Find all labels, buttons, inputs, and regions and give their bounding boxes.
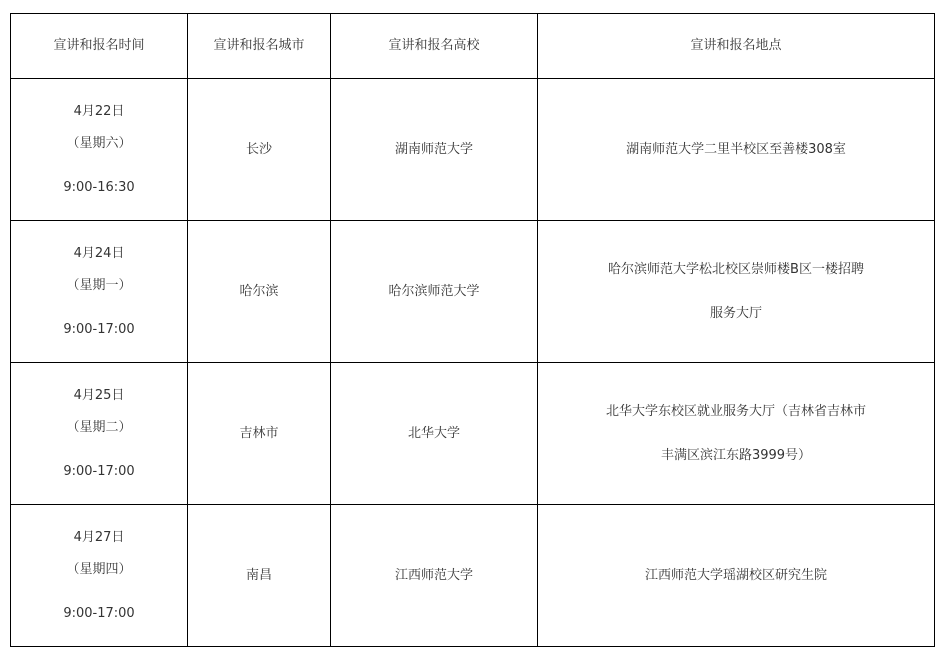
time-range-text: 9:00-17:00 xyxy=(63,321,135,337)
city-cell: 哈尔滨 xyxy=(188,221,331,363)
university-cell: 北华大学 xyxy=(331,363,538,505)
location-text: 湖南师范大学二里半校区至善楼308室 xyxy=(626,141,846,157)
schedule-table xyxy=(10,13,935,647)
table-body xyxy=(11,79,935,647)
header-university: 宣讲和报名高校 xyxy=(331,14,538,79)
table-row xyxy=(11,221,935,363)
header-time: 宣讲和报名时间 xyxy=(11,14,188,79)
time-range-text: 9:00-17:00 xyxy=(63,463,135,479)
header-city: 宣讲和报名城市 xyxy=(188,14,331,79)
location-text: 北华大学东校区就业服务大厅（吉林省吉林市 xyxy=(605,403,866,419)
time-cell xyxy=(11,221,188,363)
table-row xyxy=(11,363,935,505)
location-cell xyxy=(538,221,935,363)
time-cell xyxy=(11,363,188,505)
university-cell: 哈尔滨师范大学 xyxy=(331,221,538,363)
location-text: 哈尔滨师范大学松北校区崇师楼B区一楼招聘 xyxy=(608,261,864,277)
time-cell xyxy=(11,79,188,221)
header-row xyxy=(11,14,935,79)
weekday-text: （星期二） xyxy=(66,419,132,435)
date-text: 4月24日 xyxy=(73,245,125,261)
time-range-text: 9:00-16:30 xyxy=(63,179,135,195)
city-cell: 南昌 xyxy=(188,505,331,647)
weekday-text: （星期一） xyxy=(66,277,132,293)
city-cell: 长沙 xyxy=(188,79,331,221)
date-text: 4月27日 xyxy=(73,529,125,545)
university-cell: 江西师范大学 xyxy=(331,505,538,647)
location-cell xyxy=(538,505,935,647)
time-cell xyxy=(11,505,188,647)
date-text: 4月22日 xyxy=(73,103,125,119)
weekday-text: （星期六） xyxy=(66,135,132,151)
time-range-text: 9:00-17:00 xyxy=(63,605,135,621)
location-text: 服务大厅 xyxy=(709,305,762,321)
university-cell: 湖南师范大学 xyxy=(331,79,538,221)
table-row xyxy=(11,505,935,647)
location-cell xyxy=(538,79,935,221)
table-row xyxy=(11,79,935,221)
city-cell: 吉林市 xyxy=(188,363,331,505)
header-location: 宣讲和报名地点 xyxy=(538,14,935,79)
weekday-text: （星期四） xyxy=(66,561,132,577)
location-text: 丰满区滨江东路3999号） xyxy=(660,447,812,463)
location-text: 江西师范大学瑶湖校区研究生院 xyxy=(644,567,827,583)
location-cell xyxy=(538,363,935,505)
table-header xyxy=(11,14,935,79)
date-text: 4月25日 xyxy=(73,387,125,403)
